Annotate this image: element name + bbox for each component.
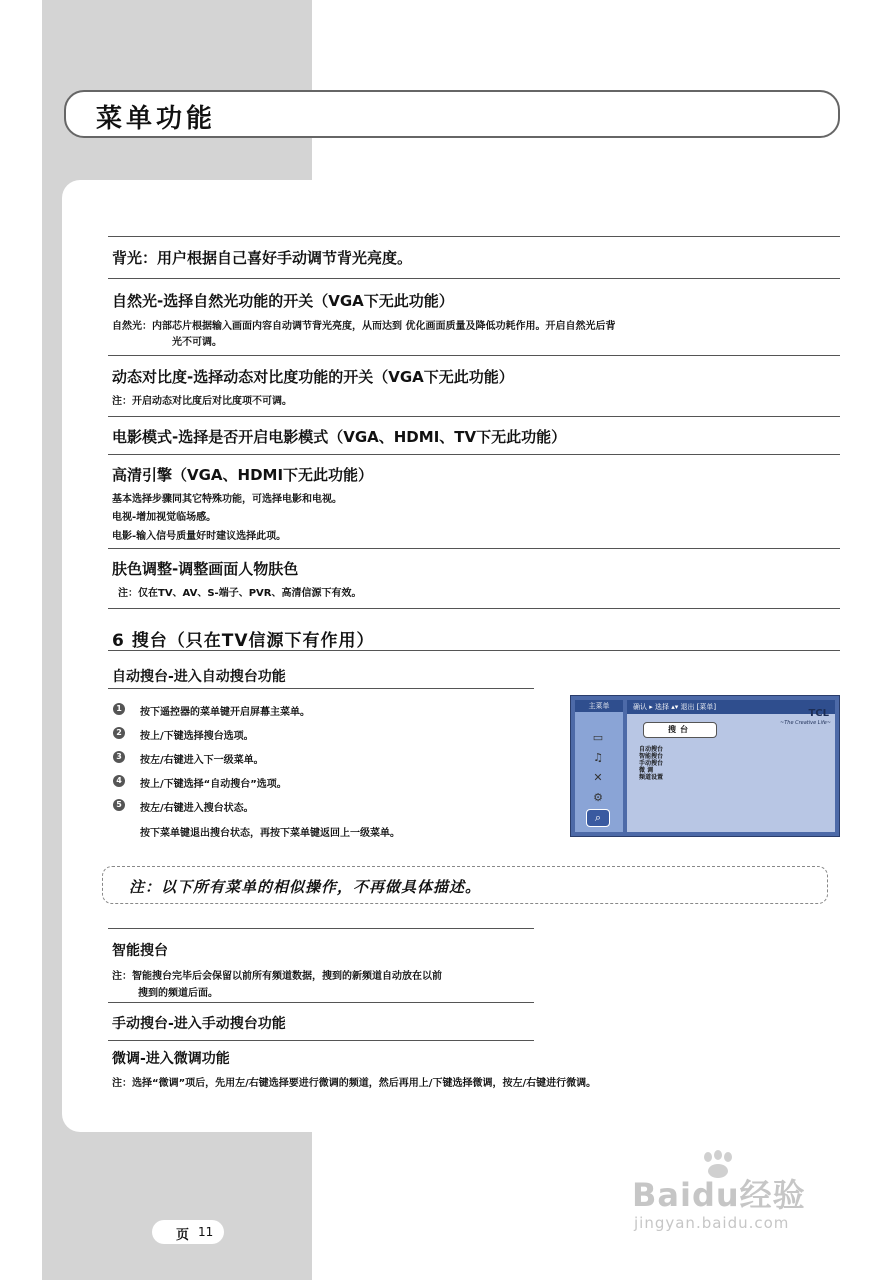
step-text: 按上/下键选择搜台选项。 [140, 731, 254, 742]
divider [108, 454, 840, 455]
step-extra-text: 按下菜单键退出搜台状态，再按下菜单键返回上一级菜单。 [140, 828, 400, 839]
step-number: 2 [113, 727, 125, 739]
divider [108, 278, 840, 279]
tv-menu-item: 手动搜台 [639, 760, 664, 767]
divider [108, 416, 840, 417]
dynamic-contrast-note: 注：开启动态对比度后对比度项不可调。 [112, 396, 292, 407]
step-number: 5 [113, 799, 125, 811]
hd-engine-line: 基本选择步骤同其它特殊功能，可选择电影和电视。 [112, 494, 342, 505]
fine-tune-title: 微调-进入微调功能 [112, 1051, 230, 1067]
tv-brand-logo: TCL [808, 708, 829, 719]
step-text: 按上/下键选择“自动搜台”选项。 [140, 779, 287, 790]
dynamic-contrast-title: 动态对比度-选择动态对比度功能的开关（VGA下无此功能） [112, 368, 514, 386]
tv-menu-item: 频道设置 [639, 774, 664, 781]
tuning-section-heading: 6 搜台（只在TV信源下有作用） [112, 631, 375, 651]
tv-menu-sidebar [575, 700, 623, 832]
step-text: 按下遥控器的菜单键开启屏幕主菜单。 [140, 707, 310, 718]
step-number: 1 [113, 703, 125, 715]
step-number: 3 [113, 751, 125, 763]
natural-light-title: 自然光-选择自然光功能的开关（VGA下无此功能） [112, 292, 454, 310]
tv-menu-screenshot [570, 695, 840, 837]
divider [108, 1040, 534, 1041]
backlight-title: 背光：用户根据自己喜好手动调节背光亮度。 [112, 249, 413, 267]
divider [108, 548, 840, 549]
page-number: 11 [198, 1225, 214, 1239]
divider [108, 608, 840, 609]
step-text: 按左/右键进入搜台状态。 [140, 803, 254, 814]
page-title: 菜单功能 [96, 104, 217, 134]
tv-menu-title: 搜台 [643, 722, 717, 738]
smart-tuning-note: 注：智能搜台完毕后会保留以前所有频道数据，搜到的新频道自动放在以前 [112, 971, 442, 982]
picture-icon: ▭ [592, 731, 604, 744]
divider [108, 355, 840, 356]
tv-menu-item: 智能搜台 [639, 753, 664, 760]
skin-tone-note: 注：仅在TV、AV、S-端子、PVR、高清信源下有效。 [118, 588, 362, 599]
watermark-logo: Baidu经验 [632, 1176, 806, 1214]
tv-menu-item: 微 调 [639, 767, 654, 774]
smart-tuning-title: 智能搜台 [112, 943, 168, 959]
sound-icon: ♫ [593, 751, 603, 764]
hd-engine-line: 电影-输入信号质量好时建议选择此项。 [112, 531, 287, 542]
watermark-url: jingyan.baidu.com [634, 1214, 790, 1232]
page-number-badge [152, 1220, 224, 1244]
fine-tune-note: 注：选择“微调”项后，先用左/右键选择要进行微调的频道，然后再用上/下键选择微调，按左/右键进行微调。 [112, 1078, 597, 1089]
tv-menu-main [627, 700, 835, 832]
hd-engine-line: 电视-增加视觉临场感。 [112, 512, 217, 523]
settings-icon: ⚙ [593, 791, 603, 804]
page-title-box [64, 90, 840, 138]
tv-menu-item: 自动搜台 [639, 746, 664, 753]
note-box [102, 866, 828, 904]
tv-menu-list [639, 746, 663, 781]
tv-brand-slogan: ~The Creative Life~ [780, 720, 831, 726]
tools-icon: ✕ [593, 771, 603, 784]
movie-mode-title: 电影模式-选择是否开启电影模式（VGA、HDMI、TV下无此功能） [112, 428, 567, 446]
natural-light-desc-cont: 光不可调。 [172, 337, 222, 348]
manual-tuning-title: 手动搜台-进入手动搜台功能 [112, 1016, 286, 1032]
natural-light-desc: 自然光：内部芯片根据输入画面内容自动调节背光亮度，从而达到 优化画面质量及降低功耗作用。开启自然光后背 [112, 321, 616, 332]
search-icon: ⌕ [587, 810, 609, 826]
tv-menu-hint-bar: 确认 ▸ 选择 ▴▾ 退出 [菜单] [627, 700, 835, 714]
skin-tone-title: 肤色调整-调整画面人物肤色 [112, 560, 299, 578]
divider [108, 688, 534, 689]
divider [108, 1002, 534, 1003]
step-number: 4 [113, 775, 125, 787]
smart-tuning-note-cont: 搜到的频道后面。 [138, 988, 218, 999]
step-text: 按左/右键进入下一级菜单。 [140, 755, 264, 766]
tv-menu-sidebar-header: 主菜单 [575, 700, 623, 712]
auto-tuning-title: 自动搜台-进入自动搜台功能 [112, 669, 286, 685]
hd-engine-title: 高清引擎（VGA、HDMI下无此功能） [112, 466, 374, 484]
page-label: 页 [176, 1228, 190, 1243]
divider [108, 236, 840, 237]
note-box-text: 注：以下所有菜单的相似操作，不再做具体描述。 [129, 878, 482, 896]
divider [108, 928, 534, 929]
